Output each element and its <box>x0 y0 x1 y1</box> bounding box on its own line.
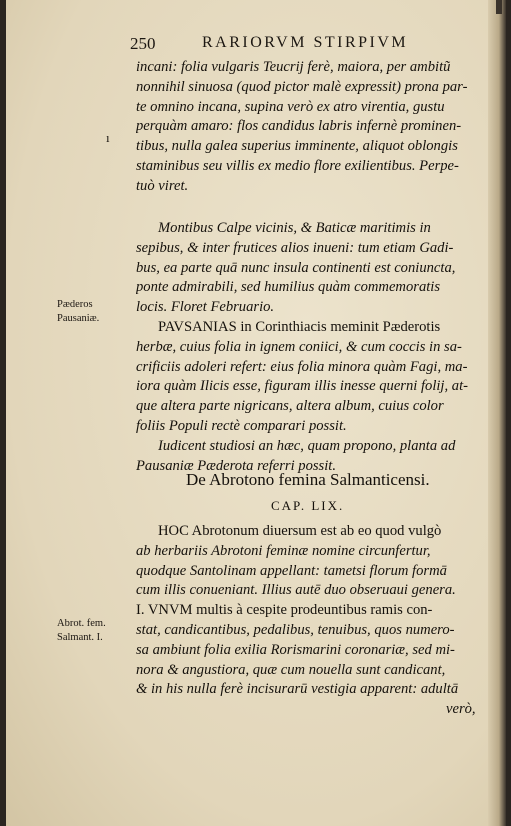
text-line: stat, candicantibus, pedalibus, tenuibus, quos numero- <box>136 621 455 638</box>
page-header <box>6 34 506 54</box>
text-line: nora & angustiora, quæ cum nouella sunt candicant, <box>136 661 446 678</box>
text-line: foliis Populi rectè comparari possit. <box>136 417 347 434</box>
text-line: iora quàm Ilicis esse, figuram illis inesse querni folij, at- <box>136 378 468 395</box>
text-line: bus, ea parte quā nunc insula continenti est coniuncta, <box>136 259 456 276</box>
book-page <box>6 0 506 826</box>
text-line: ponte admirabili, sed humilius quàm commemoratis <box>136 279 441 296</box>
text-line: sepibus, & inter frutices alios inueni: tum etiam Gadi- <box>136 239 454 256</box>
margin-note-paederos: Pæderos Pausaniæ. <box>57 299 100 324</box>
text-line: perquàm amaro: flos candidus labris infernè prominen- <box>136 118 462 135</box>
paragraph-2 <box>136 219 491 476</box>
text-line: nonnihil sinuosa (quod pictor malè expressit) prona par- <box>136 78 468 95</box>
corner-mark <box>496 0 502 14</box>
margin-note-abrotonum: Abrot. fem. Salmant. I. <box>57 618 106 643</box>
text-line: HOC Abrotonum diuersum est ab eo quod vulgò <box>158 523 442 539</box>
text-line: Pausaniæ Pæderota referri possit. <box>136 457 336 474</box>
text-line: que altera parte nigricans, altera album, cuius color <box>136 398 444 415</box>
text-line: incani: folia vulgaris Teucrij ferè, maiora, per ambitũ <box>136 59 451 75</box>
text-line: ab herbariis Abrotoni feminæ nomine circunfertur, <box>136 542 431 559</box>
text-line: I. VNVM multis à cespite prodeuntibus ramis con- <box>136 602 433 619</box>
margin-tick-mark: ı <box>106 130 110 145</box>
paragraph-1 <box>136 58 491 197</box>
text-line: crificiis adoleri refert: eius folia minora quàm Fagi, ma- <box>136 358 468 375</box>
text-line: herbæ, cuius folia in ignem coniici, & cum coccis in sa- <box>136 338 462 355</box>
text-line: te omnino incana, supina verò ex atro virentia, gustu <box>136 98 445 115</box>
paragraph-3 <box>136 522 491 720</box>
text-line: tibus, nulla galea superius imminente, aliquot oblongis <box>136 138 458 155</box>
text-line: staminibus seu villis ex medio flore exilientibus. Perpe- <box>136 157 459 174</box>
catchword: verò, <box>446 701 476 718</box>
text-line: cum illis conueniant. Illius autē duo obseruaui genera. <box>136 582 456 599</box>
text-line: Iudicent studiosi an hæc, quam propono, planta ad <box>158 437 456 454</box>
text-line: Montibus Calpe vicinis, & Baticæ maritimis in <box>158 220 431 236</box>
text-line: & in his nulla ferè incisurarū vestigia apparent: adultā <box>136 681 459 698</box>
running-head: RARIORVM STIRPIVM <box>202 34 409 51</box>
text-line: sa ambiunt folia exilia Rorismarini coronariæ, sed mi- <box>136 641 455 658</box>
text-line: tuò viret. <box>136 177 189 194</box>
text-line: PAVSANIAS in Corinthiacis meminit Pæderotis <box>158 318 441 335</box>
chapter-label: CAP. LIX. <box>271 498 345 513</box>
page-number: 250 <box>130 34 156 53</box>
text-line: quodque Santolinam appellant: tametsi florum formā <box>136 562 447 579</box>
section-title: De Abrotono femina Salmanticensi. <box>186 470 430 489</box>
text-line: locis. Floret Februario. <box>136 299 275 316</box>
